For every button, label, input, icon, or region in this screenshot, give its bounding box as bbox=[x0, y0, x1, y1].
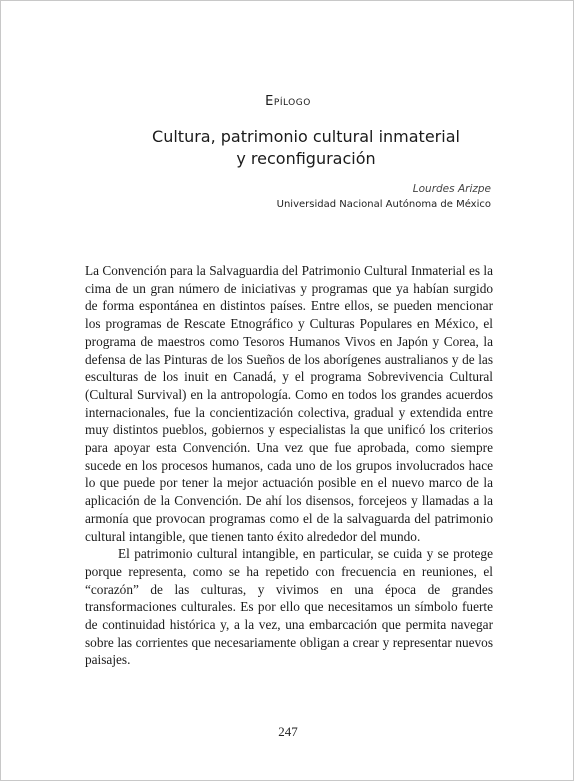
chapter-title-line-1: Cultura, patrimonio cultural inmaterial bbox=[152, 127, 460, 146]
author-affiliation: Universidad Nacional Autónoma de México bbox=[276, 199, 491, 210]
page-number: 247 bbox=[278, 724, 298, 739]
body-text bbox=[85, 262, 493, 669]
paragraph-1: La Convención para la Salvaguardia del Patrimonio Cultural Inmaterial es la cima de un gran número de iniciativas y programas que ya habían surgido de forma espontánea en distintos países. Entre ellos, se pueden mencionar los programas de Rescate Etnográfico y Culturas Populares en México, el programa de maestros como Tesoros Humanos Vivos en Japón y Corea, la defensa de las Pinturas de los Sueños de los aborígenes australianos y de las esculturas de los inuit en Canadá, y el programa Sobrevivencia Cultural (Cultural Survival) en la antropología. Como en todos los grandes acuerdos internacionales, fue la concientización colectiva, gradual y extendida entre muy distintos pueblos, gobiernos y especialistas la que unificó los criterios para apoyar esta Convención. Una vez que fue aprobada, como siempre sucede en los procesos humanos, cada uno de los grupos involucrados hace lo que puede por tener la mejor actuación posible en el nuevo marco de la aplicación de la Convención. De ahí los disensos, forcejeos y llamadas a la armonía que provocan programas como el de la salvaguarda del patrimonio cultural intangible, que tienen tanto éxito alrededor del mundo. bbox=[85, 263, 493, 544]
paragraph-2: El patrimonio cultural intangible, en particular, se cuida y se protege porque representa, como se ha repetido con frecuencia en reuniones, el “corazón” de las culturas, y vivimos en una época de grandes transformaciones culturales. Es por ello que necesitamos un símbolo fuerte de continuidad histórica y, a la vez, una embarcación que permita navegar sobre las corrientes que necesariamente obligan a crear y representar nuevos paisajes. bbox=[85, 546, 493, 668]
chapter-title-line-2: y reconfiguración bbox=[236, 149, 376, 168]
author-block bbox=[277, 182, 491, 214]
author-name: Lourdes Arizpe bbox=[412, 183, 491, 195]
chapter-label: Epílogo bbox=[265, 94, 311, 109]
chapter-title bbox=[19, 126, 574, 170]
